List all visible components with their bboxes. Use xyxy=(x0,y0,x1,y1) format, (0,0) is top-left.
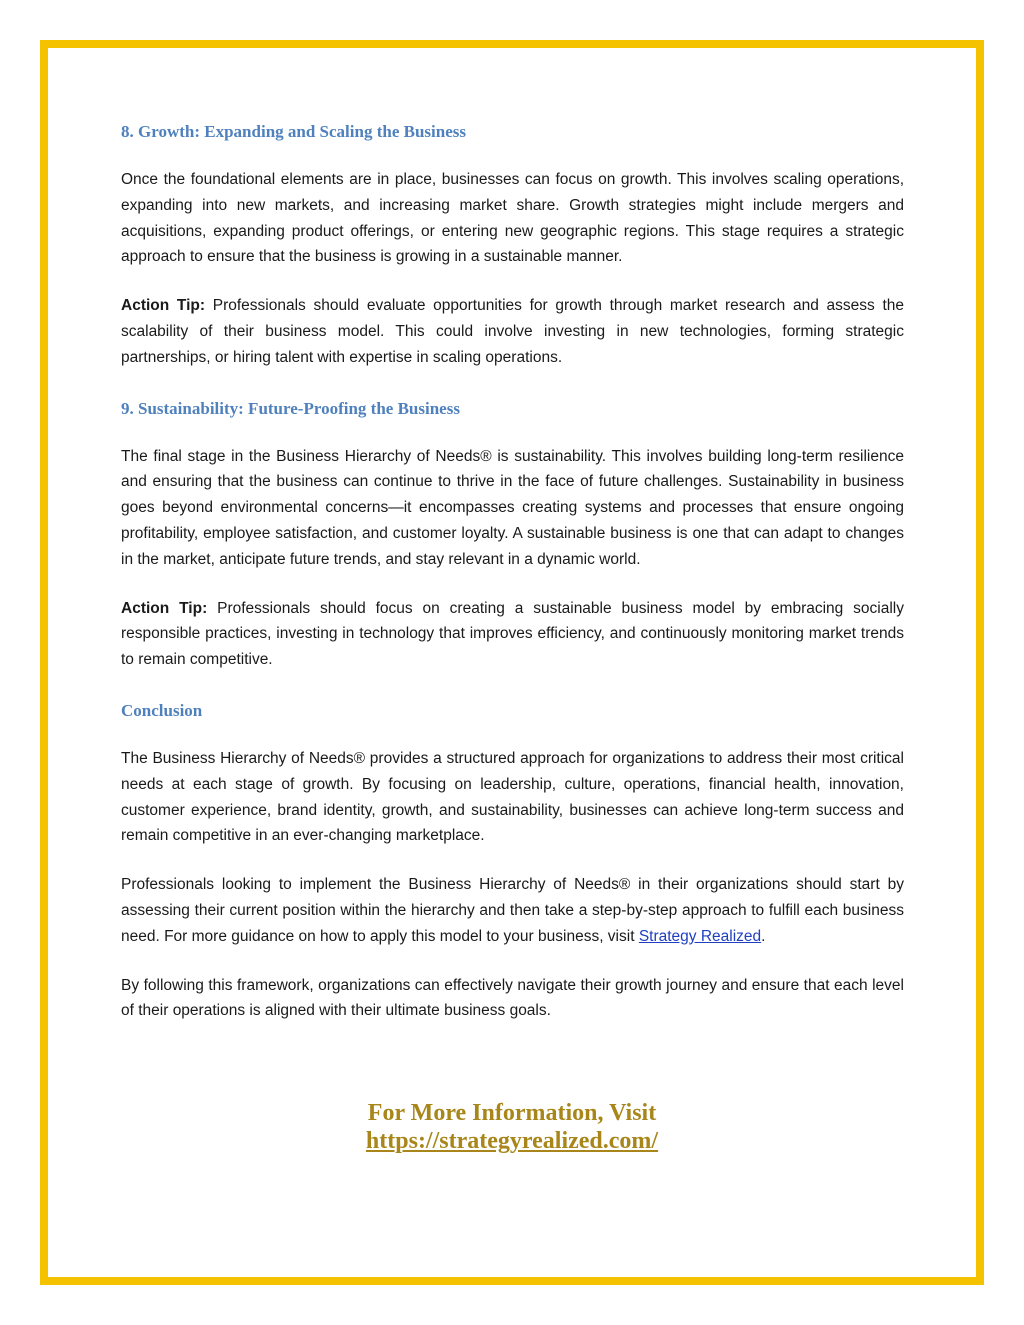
conclusion-paragraph-1: The Business Hierarchy of Needs® provides a structured approach for organizations to address their most critical needs at each stage of growth. By focusing on leadership, culture, operations, financial health, innovation, customer experience, brand identity, growth, and sustainability, businesses can achieve long-term success and remain competitive in an ever-changing marketplace. xyxy=(121,749,904,845)
strategy-realized-link[interactable]: Strategy Realized xyxy=(638,927,762,945)
footer-website-link[interactable]: https://strategyrealized.com/ xyxy=(365,1128,659,1154)
sustainability-paragraph: The final stage in the Business Hierarchy of Needs® is sustainability. This involves building long-term resilience and ensuring that the business can continue to thrive in the face of future challenges. Sustainability in business goes beyond environmental concerns—it encompasses creating systems and processes that ensure ongoing profitability, employee satisfaction, and customer loyalty. A sustainable business is one that can adapt to changes in the market, anticipate future trends, and stay relevant in a dynamic world. xyxy=(121,447,904,568)
growth-action-tip xyxy=(121,293,904,370)
action-tip-text: Professionals should focus on creating a sustainable business model by embracing socially responsible practices, investing in technology that improves efficiency, and continuously monitoring market trends to remain competitive. xyxy=(121,599,904,669)
action-tip-label: Action Tip: xyxy=(121,297,206,315)
conclusion-paragraph-2-text: Professionals looking to implement the Business Hierarchy of Needs® in their organizations should start by assessing their current position within the hierarchy and then take a step-by-step approach to fulfill each business need. For more guidance on how to apply this model to your business, visit xyxy=(121,876,904,945)
growth-heading: 8. Growth: Expanding and Scaling the Business xyxy=(121,122,466,141)
sustainability-heading: 9. Sustainability: Future-Proofing the Business xyxy=(121,398,460,418)
conclusion-paragraph-2 xyxy=(121,872,904,949)
document-body xyxy=(121,117,904,1024)
conclusion-paragraph-3: By following this framework, organizations can effectively navigate their growth journey and ensure that each level of their operations is aligned with their ultimate business goals. xyxy=(121,976,904,1020)
conclusion-heading: Conclusion xyxy=(121,700,203,720)
footer-call-to-action xyxy=(40,1099,984,1155)
action-tip-text: Professionals should evaluate opportunities for growth through market research and assess the scalability of their business model. This could involve investing in new technologies, forming strategic partnerships, or hiring talent with expertise in scaling operations. xyxy=(121,297,904,366)
footer-heading: For More Information, Visit xyxy=(367,1100,657,1126)
growth-paragraph: Once the foundational elements are in place, businesses can focus on growth. This involves scaling operations, expanding into new markets, and increasing market share. Growth strategies might include mergers and acquisitions, expanding product offerings, or entering new geographic regions. This stage requires a strategic approach to ensure that the business is growing in a sustainable manner. xyxy=(121,171,904,266)
conclusion-paragraph-2-end: . xyxy=(761,927,766,945)
action-tip-label: Action Tip: xyxy=(121,599,208,617)
sustainability-action-tip xyxy=(121,596,904,673)
